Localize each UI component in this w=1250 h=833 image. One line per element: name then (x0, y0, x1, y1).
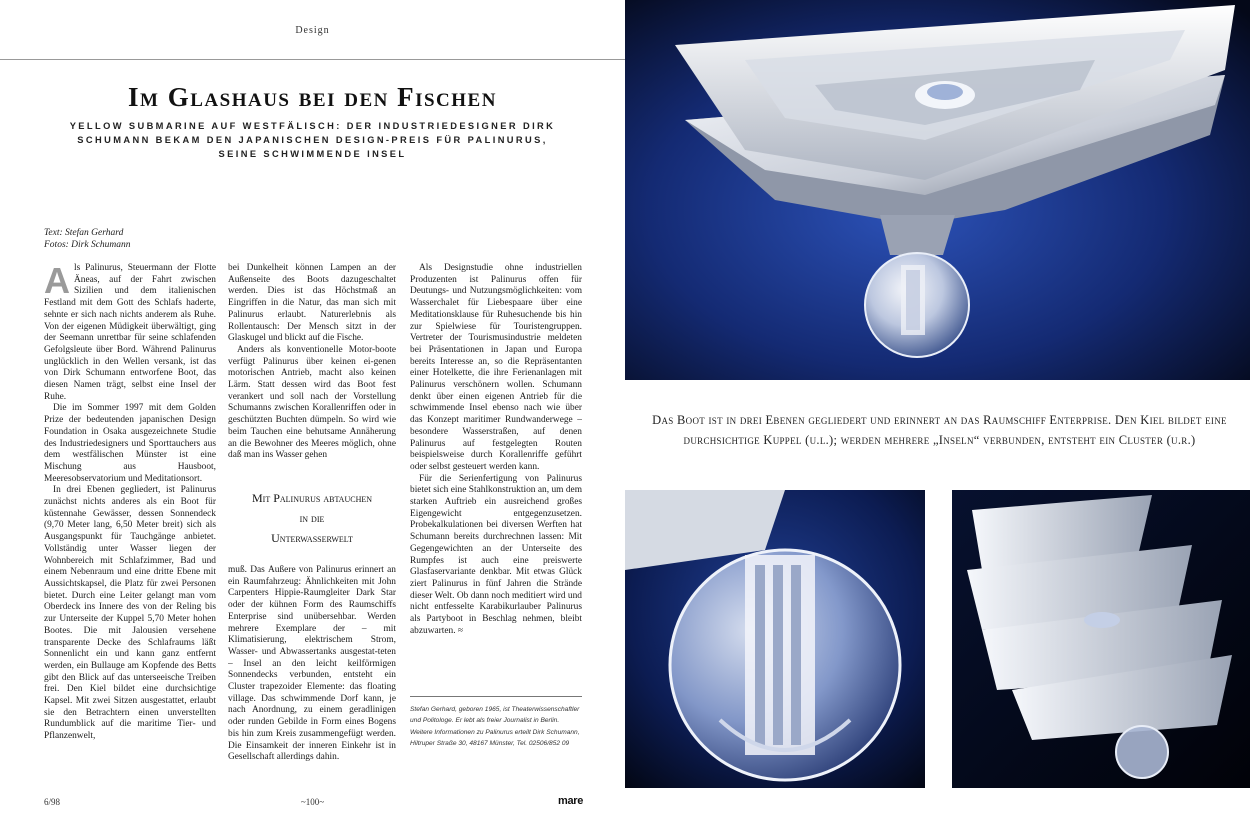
credit-text: Text: Stefan Gerhard (44, 228, 124, 238)
headline: Im Glashaus bei den Fischen (128, 82, 497, 112)
top-rule (0, 59, 625, 60)
photo-glass-keel (625, 490, 925, 788)
paragraph: ls Palinurus, Steuermann der Flotte Äneas, auf der Fahrt zwischen Sizilien und dem italienischen Festland mit dem Gott des Schlafs haderte, sehnte er sich nach nichts anderem als Ruhe. Von der eigenen Müdigkeit überwältigt, ging der Seemann unrettbar für seine schlafenden Gefolgsleute über Bord. Während Palinurus unglücklich in den Wellen versank, ist das von Dirk Schumann entworfene Boot, das diesen Namen trägt, selbst eine Insel der Ruhe. (44, 263, 216, 402)
subhead-line: Unterwasserwelt (271, 531, 353, 545)
article-column-3 (410, 263, 582, 688)
photo-caption: Das Boot ist in drei Ebenen gegliedert und erinnert an das Raumschiff Enterprise. Den Kiel bildet eine durchsichtige Kuppel (u.l.); werden mehrere „Inseln“ verbunden, entsteht ein Cluster (u.r.) (652, 413, 1227, 447)
right-page (625, 0, 1250, 833)
paragraph: bei Dunkelheit können Lampen an der Außenseite des Boots dazugeschaltet werden. Dies ist das Höchstmaß an Eingriffen in die Natur, das man sich mit Palinurus erlaubt. Naturerlebnis als Rollentausch: Der Mensch sitzt in der Glaskugel und blickt auf die Fische. (228, 263, 396, 344)
paragraph: Für die Serienfertigung von Palinurus bietet sich eine Stahlkonstruktion an, um dem starken Auftrieb ein ausreichend großes Eigengewicht entgegenzusetzen. Probekalkulationen bei diversen Werften hat Schumann bereits durchrechnen lassen: Mit Gegengewichten an der Unterseite des Rumpfes ist auch eine preiswerte Glasfaservariante denkbar. Mit etwas Glück ziert Palinurus in fünf Jahren die Strände dieser Welt. Ob dann noch meditiert wird und nicht entfesselte Karabikurlauber Palinurus als Partyboot in Beschlag nehmen, bleibt abzuwarten. ≈ (410, 473, 582, 636)
cluster-image (952, 490, 1250, 788)
paragraph: Anders als konventionelle Motor-boote verfügt Palinurus über keinen ei-genen motorischen Antrieb, macht also keinen Lärm. Statt dessen wird das Boot fest verankert und soll nach der Vorstellung Schumanns zwischen Korallenriffen oder in geschützten Buchten dümpeln. So wird wie beim Tauchen eine behutsame Annäherung an die Bewohner des Meeres möglich, ohne daß man ins Wasser gehen (228, 344, 396, 461)
article-column-1 (44, 263, 216, 793)
article-column-2-bottom (228, 565, 396, 797)
credit-photos: Fotos: Dirk Schumann (44, 240, 131, 250)
mare-logo: mare (558, 795, 584, 807)
paragraph: muß. Das Äußere von Palinurus erinnert an ein Raumfahrzeug: Ähnlichkeiten mit John Carpenters Hippie-Raumgleiter Dark Star oder der kühnen Form des Raumschiffs Enterprise sind unübersehbar. Werden mehrere Exemplare der – mit Klimatisierung, elektrischem Strom, Wasser- und Abwassertanks ausgestat-teten – Insel an den leicht keilförmigen Sonnendecks verbunden, entsteht ein Cluster trapezoider Elemente: das floating village. Das schwimmende Dorf kann, je nach Anordnung, zu einem geradlinigen oder runden Gebilde in Form eines Bogens bis hin zum Kreis zusammengefügt werden. Die Einsamkeit der inneren Einkehr ist in Gesellschaft allerdings dahin. (228, 565, 396, 763)
drop-cap: A (44, 263, 70, 301)
section-label: Design (295, 25, 330, 36)
subhead-line: in die (299, 511, 325, 525)
bio-line: Weitere Informationen zu Palinurus erteilt Dirk Schumann, Hiltruper Straße 30, 48167 Münster, Tel. 02506/852 09 (410, 728, 580, 748)
page-number: ~100~ (300, 797, 325, 807)
credits (44, 227, 131, 251)
subhead (228, 488, 396, 548)
photo-boat-model (625, 0, 1250, 380)
photo-cluster (952, 490, 1250, 788)
article-column-2-top (228, 263, 396, 478)
paragraph: In drei Ebenen gegliedert, ist Palinurus zunächst nichts anderes als ein Boot für küstennahe Gewässer, dessen Sonnendeck (9,70 Meter lang, 6,50 Meter breit) sich als Ausgangspunkt für Tauchgänge anbietet. Vollständig unter Wasser liegen der Wohnbereich mit Schlafzimmer, Bad und einem Nebenraum und eine dritte Ebene mit Aussichtskapsel, die Platz für zwei Personen bietet. Durch eine Leiter gelangt man vom Oberdeck ins Innere des von der Reling bis zur Unterseite der Kuppel 5,70 Meter hohen Bootes. Die mit Jalousien versehene transparente Decke des Schlafraums läßt Sonnenlicht ein und kann ganz entfernt werden, ein Bullauge am Kopfende des Betts gibt den Blick auf das unterseeische Treiben frei. Den Kiel bildet eine durchsichtige Kapsel. Mit zwei Sitzen ausgestattet, erlaubt sie den Betrachtern einen unverstellten Rundumblick auf die maritime Tier- und Pflanzenwelt, (44, 485, 216, 742)
paragraph: Die im Sommer 1997 mit dem Golden Prize der bedeutenden japanischen Design Foundation in Osaka ausgezeichnete Studie des Industriedesigners und Sporttauchers aus dem westfälischen Münster ist eine Mischung aus Hausboot, Meeresobservatorium und Meditationsort. (44, 403, 216, 484)
issue-number: 6/98 (44, 797, 61, 807)
boat-model-image (625, 0, 1250, 380)
bio-line: Stefan Gerhard, geboren 1965, ist Theaterwissenschaftler und Politologe. Er lebt als freier Journalist in Berlin. (410, 706, 580, 725)
glass-keel-image (625, 490, 925, 788)
bio-rule (410, 696, 582, 697)
paragraph: Als Designstudie ohne industriellen Produzenten ist Palinurus offen für Deutungs- und Nutzungsmöglichkeiten: vom Wasserchalet für Liebespaare über eine Meditationsklause für Ruhesuchende bis hin zur Spielwiese für Touristengruppen. Vertreter der Tourismusindustrie meldeten bei Präsentationen in Japan und Europa bereits Interesse an, so die Repräsentanten einer Hotelkette, die ihre Ferienanlagen mit Palinurus verschönern wollen. Schumann denkt über einen eigenen Antrieb für die schwimmende Insel ebenso nach wie über das Konzept maritimer Rundwanderwege – besondere Wasserstraßen, auf denen Palinurus auf festgelegten Routen beispielsweise durch Korallenriffe geführt oder selbst gesteuert werden kann. (410, 263, 582, 472)
deck: YELLOW SUBMARINE AUF WESTFÄLISCH: DER INDUSTRIEDESIGNER DIRK SCHUMANN BEKAM DEN JAPANISCHEN DESIGN-PREIS FÜR PALINURUS, SEINE SCHWIMMENDE INSEL (69, 121, 556, 159)
author-bio (410, 704, 582, 750)
subhead-line: Mit Palinurus abtauchen (251, 491, 373, 505)
